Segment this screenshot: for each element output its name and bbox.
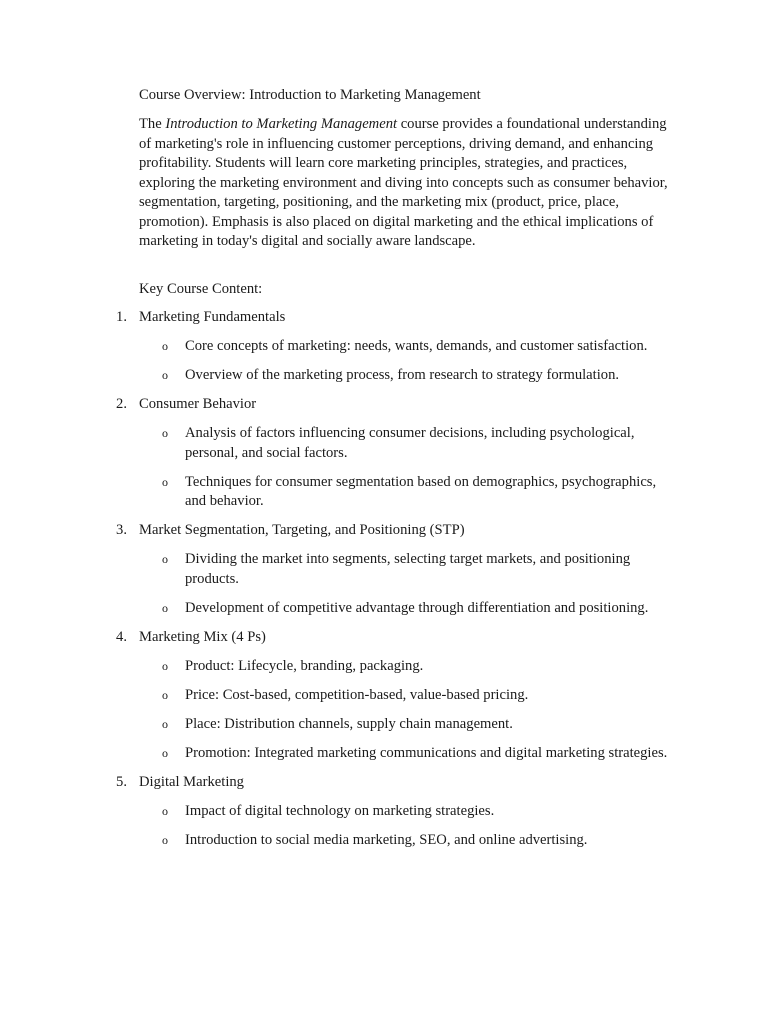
key-content-heading: Key Course Content: [139, 281, 263, 297]
course-name: Introduction to Marketing Management [165, 116, 398, 132]
section-title: Consumer Behavior [139, 396, 257, 412]
bullet-text: Promotion: Integrated marketing communications and digital marketing strategies. [185, 744, 668, 761]
section-heading [0, 308, 768, 328]
section-heading [0, 395, 768, 415]
section-heading [0, 773, 768, 793]
list-item [0, 599, 768, 619]
intro-body: course provides a foundational understanding of marketing's role in influencing customer perceptions, driving demand, and enhancing profitability. Students will learn core marketing principles, strategies, and practices, exploring the marketing environment and diving into concepts such as consumer behavior, segmentation, targeting, positioning, and the marketing mix (product, price, place, promotion). Emphasis is also placed on digital marketing and the ethical implications of marketing in today's digital and socially aware landscape. [139, 116, 668, 249]
section-number: 4. [116, 628, 127, 645]
list-item [0, 715, 768, 735]
bullet-list [0, 657, 768, 764]
circle-bullet-icon: o [162, 474, 168, 489]
bullet-text: Dividing the market into segments, selecting target markets, and positioning products. [185, 551, 631, 587]
circle-bullet-icon: o [162, 658, 168, 673]
section-heading [0, 628, 768, 648]
bullet-text: Product: Lifecycle, branding, packaging. [185, 657, 424, 674]
course-content-list [0, 308, 768, 860]
list-item [0, 657, 768, 677]
bullet-text: Techniques for consumer segmentation based on demographics, psychographics, and behavior. [185, 473, 657, 509]
list-item [0, 802, 768, 822]
intro-paragraph [139, 115, 669, 252]
list-item [0, 366, 768, 386]
bullet-list [0, 550, 768, 618]
circle-bullet-icon: o [162, 716, 168, 731]
section-title: Digital Marketing [139, 773, 244, 790]
circle-bullet-icon: o [162, 552, 168, 566]
section-number: 2. [116, 396, 127, 412]
section-number: 3. [116, 522, 127, 538]
bullet-text: Overview of the marketing process, from research to strategy formulation. [185, 367, 620, 383]
content-section [0, 521, 768, 618]
section-title: Marketing Fundamentals [139, 309, 286, 325]
bullet-text: Introduction to social media marketing, SEO, and online advertising. [185, 831, 588, 848]
list-item [0, 550, 768, 589]
list-item [0, 744, 768, 764]
content-section [0, 308, 768, 386]
content-section [0, 628, 768, 764]
circle-bullet-icon: o [162, 426, 168, 440]
circle-bullet-icon: o [162, 832, 168, 847]
bullet-list [0, 337, 768, 386]
bullet-text: Analysis of factors influencing consumer decisions, including psychological, personal, and social factors. [185, 425, 635, 461]
section-title: Marketing Mix (4 Ps) [139, 628, 266, 645]
bullet-text: Price: Cost-based, competition-based, value-based pricing. [185, 686, 529, 703]
list-item [0, 686, 768, 706]
content-section [0, 395, 768, 512]
section-number: 1. [116, 309, 127, 325]
bullet-text: Core concepts of marketing: needs, wants, demands, and customer satisfaction. [185, 338, 648, 354]
bullet-text: Impact of digital technology on marketing strategies. [185, 802, 495, 819]
bullet-list [0, 424, 768, 512]
circle-bullet-icon: o [162, 339, 168, 353]
content-section [0, 773, 768, 851]
bullet-text: Place: Distribution channels, supply chain management. [185, 715, 513, 732]
intro-prefix: The [139, 116, 166, 132]
circle-bullet-icon: o [162, 687, 168, 702]
list-item [0, 337, 768, 357]
section-number: 5. [116, 773, 127, 790]
bullet-text: Development of competitive advantage through differentiation and positioning. [185, 599, 649, 616]
bullet-list [0, 802, 768, 851]
section-title: Market Segmentation, Targeting, and Positioning (STP) [139, 522, 465, 538]
circle-bullet-icon: o [162, 803, 168, 818]
list-item [0, 473, 768, 512]
list-item [0, 831, 768, 851]
document-title: Course Overview: Introduction to Marketing Management [139, 87, 481, 103]
circle-bullet-icon: o [162, 600, 168, 615]
section-heading [0, 521, 768, 541]
circle-bullet-icon: o [162, 368, 168, 382]
list-item [0, 424, 768, 463]
circle-bullet-icon: o [162, 745, 168, 760]
